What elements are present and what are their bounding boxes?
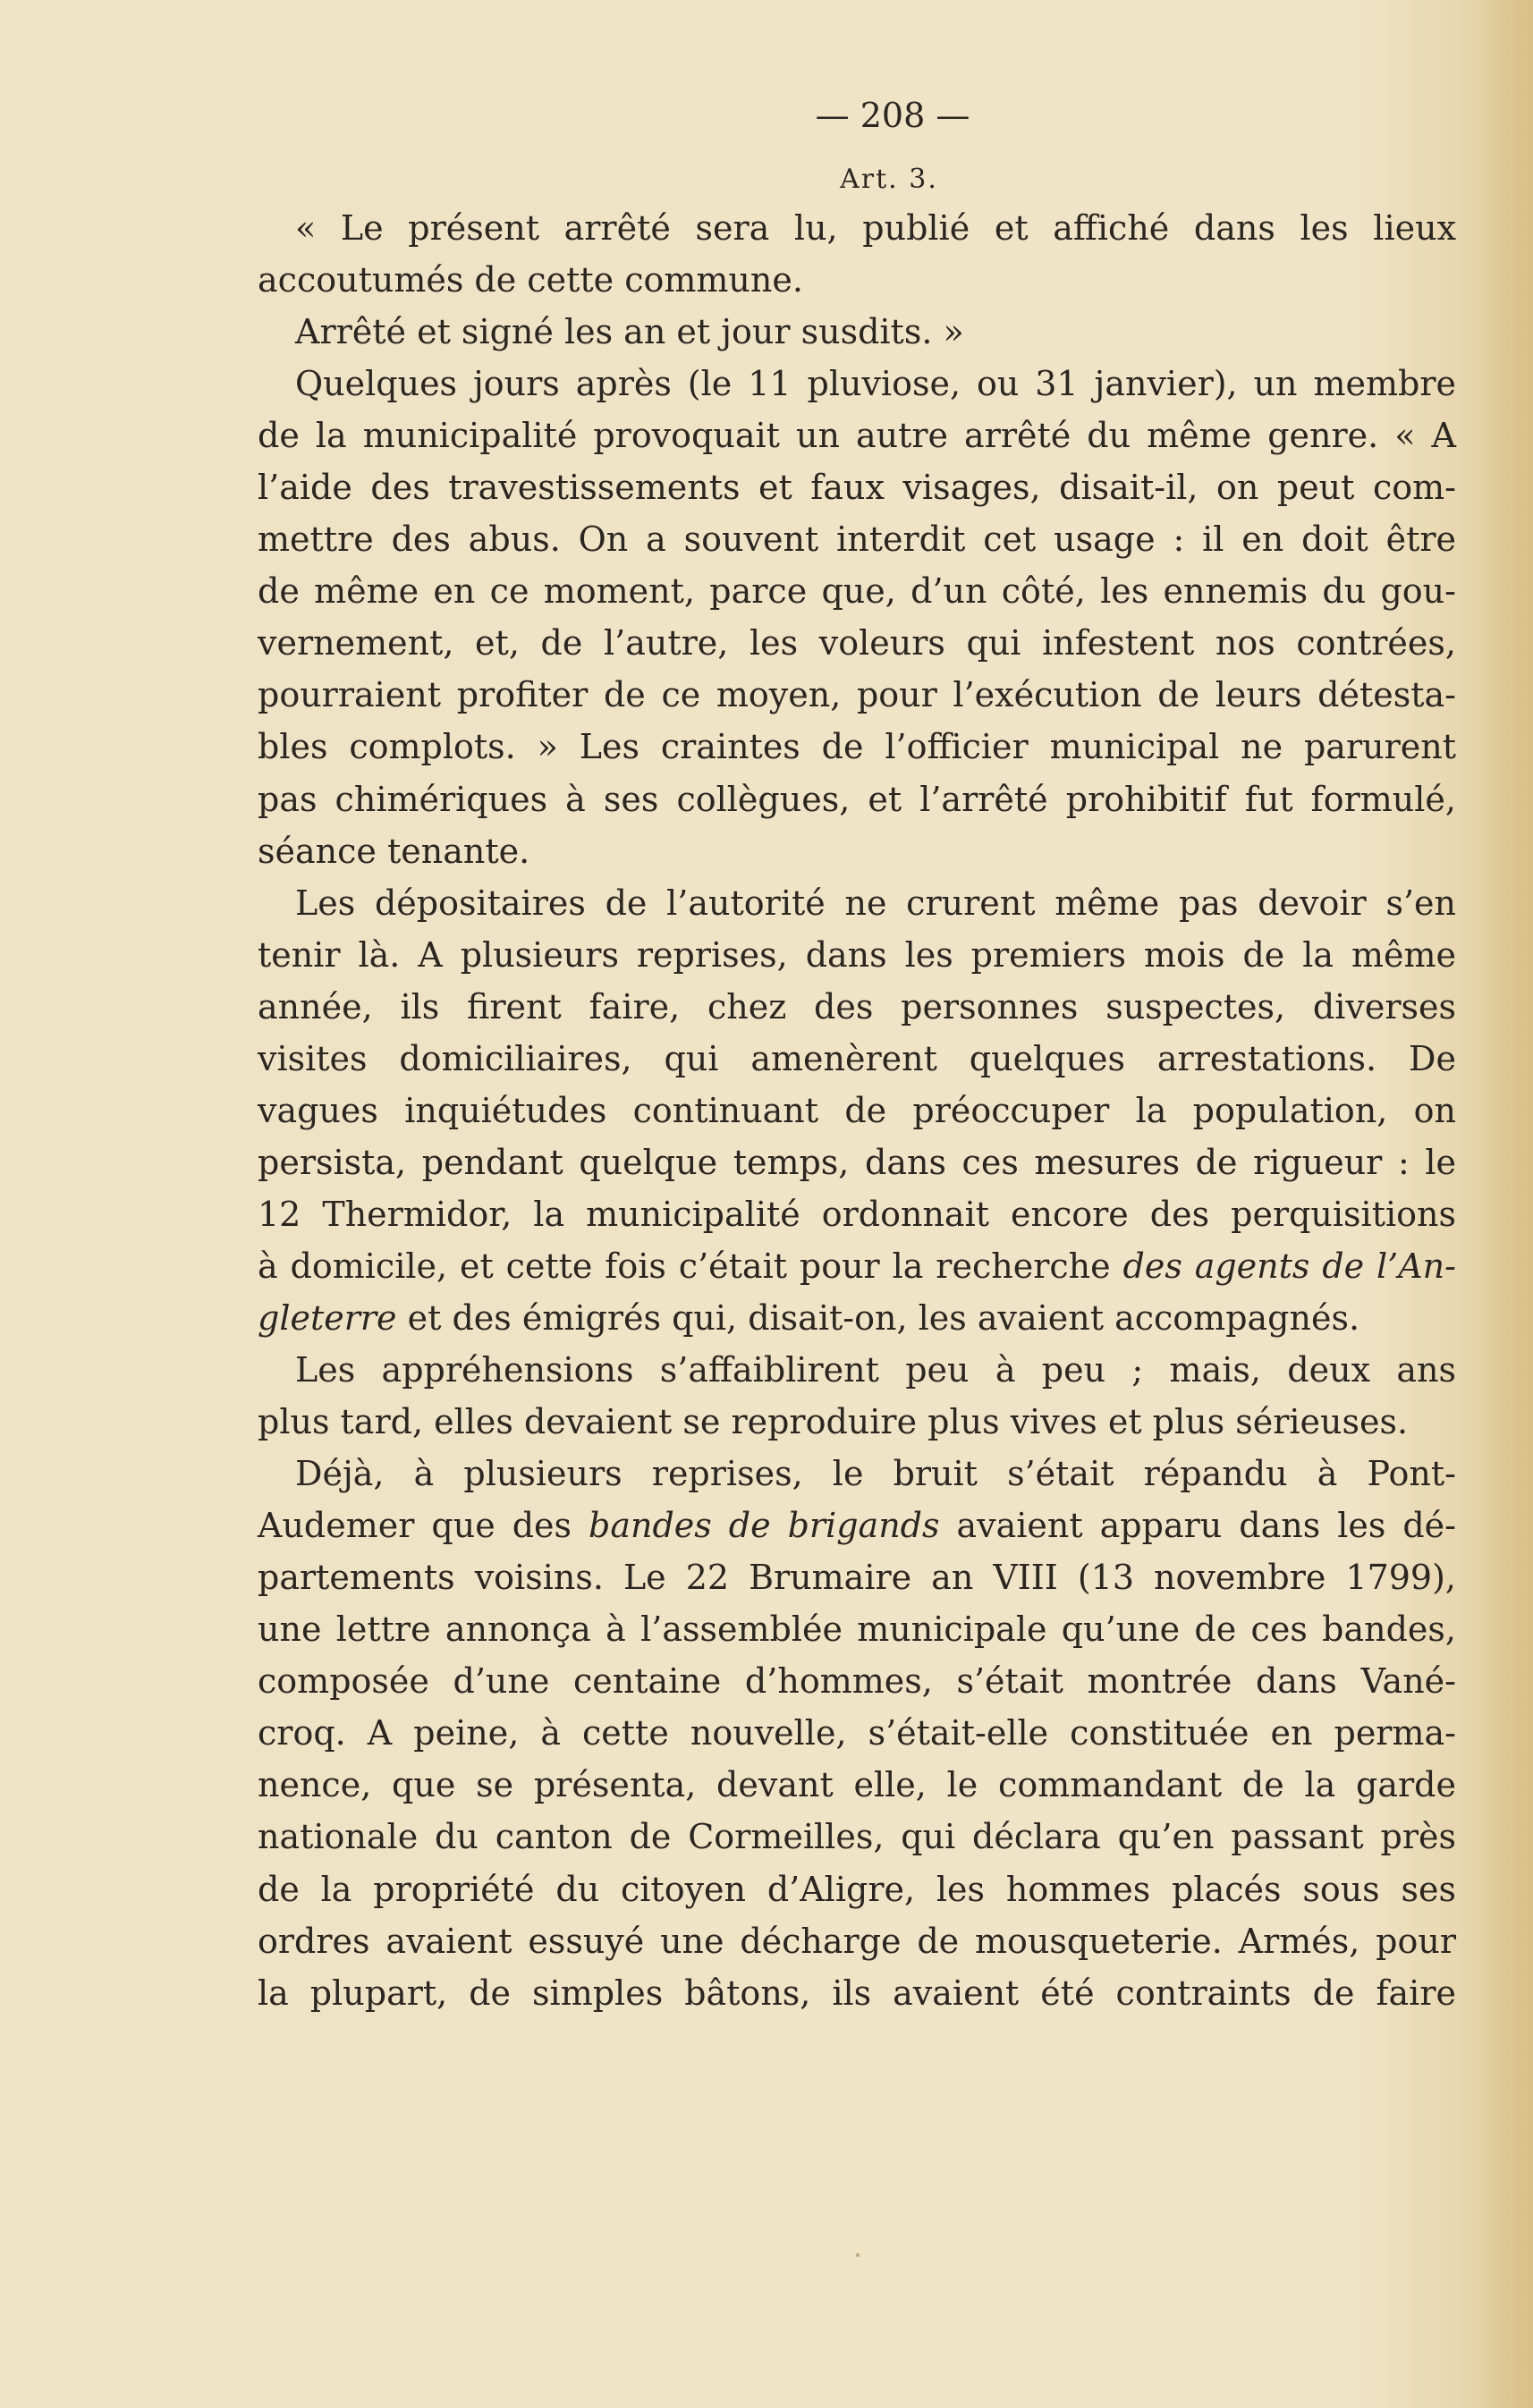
text-segment: vagues inquiétudes continuant de préoccuper la population, on xyxy=(258,1090,1456,1130)
text-line xyxy=(258,358,1456,410)
text-line xyxy=(258,410,1456,461)
text-segment: partements voisins. Le 22 Brumaire an VIII (13 novembre 1799), xyxy=(258,1558,1456,1598)
text-line xyxy=(258,202,1456,254)
text-segment: Les dépositaires de l’autorité ne crurent même pas devoir s’en xyxy=(295,883,1456,923)
text-line xyxy=(258,1759,1456,1811)
text-segment: visites domiciliaires, qui amenèrent quelques arrestations. De xyxy=(258,1038,1456,1078)
text-segment: séance tenante. xyxy=(258,831,530,871)
page-text-block xyxy=(258,88,1456,2019)
text-line xyxy=(258,461,1456,513)
text-line xyxy=(258,1603,1456,1655)
text-segment: plus tard, elles devaient se reproduire plus vives et plus sérieuses. xyxy=(258,1402,1409,1442)
text-segment: une lettre annonça à l’assemblée municipale qu’une de ces bandes, xyxy=(258,1610,1456,1650)
text-line xyxy=(258,513,1456,565)
text-line xyxy=(258,1707,1456,1759)
text-line xyxy=(258,669,1456,721)
text-line xyxy=(258,1033,1456,1085)
article-heading xyxy=(322,150,1456,202)
text-segment: croq. A peine, à cette nouvelle, s’était-elle constituée en perma- xyxy=(258,1713,1456,1753)
text-segment: Les appréhensions s’affaiblirent peu à peu ; mais, deux ans xyxy=(295,1350,1456,1390)
text-line xyxy=(258,929,1456,981)
text-segment: à domicile, et cette fois c’était pour la recherche xyxy=(258,1246,1123,1286)
text-line xyxy=(258,773,1456,825)
text-segment: nationale du canton de Cormeilles, qui déclara qu’en passant près xyxy=(258,1817,1456,1857)
text-line xyxy=(258,1396,1456,1448)
text-line xyxy=(258,1344,1456,1396)
text-line xyxy=(258,825,1456,877)
text-segment: accoutumés de cette commune. xyxy=(258,260,803,300)
text-segment: nence, que se présenta, devant elle, le commandant de la garde xyxy=(258,1765,1456,1805)
text-segment: persista, pendant quelque temps, dans ces mesures de rigueur : le xyxy=(258,1142,1456,1182)
text-segment: ordres avaient essuyé une décharge de mousqueterie. Armés, pour xyxy=(258,1921,1456,1961)
text-segment: mettre des abus. On a souvent interdit cet usage : il en doit être xyxy=(258,520,1456,560)
paper-speck xyxy=(856,2253,860,2257)
text-segment: Arrêté et signé les an et jour susdits. » xyxy=(295,312,964,352)
text-segment: de la municipalité provoquait un autre arrêté du même genre. « A xyxy=(258,416,1456,456)
body-text xyxy=(258,202,1456,2019)
text-line xyxy=(258,1500,1456,1551)
text-line xyxy=(258,877,1456,929)
text-segment: avaient apparu dans les dé- xyxy=(939,1506,1456,1546)
text-line xyxy=(258,1967,1456,2019)
text-line xyxy=(258,617,1456,669)
text-segment: « Le présent arrêté sera lu, publié et affiché dans les lieux xyxy=(295,208,1456,248)
text-segment: et des émigrés qui, disait-on, les avaient accompagnés. xyxy=(396,1297,1360,1338)
text-segment: l’aide des travestissements et faux visages, disait-il, on peut com- xyxy=(258,468,1456,508)
text-line xyxy=(258,1863,1456,1915)
page-number: — 208 — xyxy=(815,96,970,135)
text-segment: Audemer que des xyxy=(258,1506,589,1546)
text-line xyxy=(258,721,1456,773)
text-line xyxy=(258,981,1456,1033)
text-line xyxy=(258,1915,1456,1967)
text-segment: pourraient profiter de ce moyen, pour l’exécution de leurs détesta- xyxy=(258,675,1456,715)
text-line xyxy=(258,1136,1456,1188)
text-line xyxy=(258,1240,1456,1292)
italic-text-segment: des agents de l’An- xyxy=(1122,1246,1456,1286)
text-segment: année, ils firent faire, chez des personnes suspectes, diverses xyxy=(258,986,1456,1027)
text-line xyxy=(258,254,1456,306)
text-segment: de même en ce moment, parce que, d’un côté, les ennemis du gou- xyxy=(258,571,1456,612)
text-segment: pas chimériques à ses collègues, et l’arrêté prohibitif fut formulé, xyxy=(258,779,1456,819)
article-heading-text: Art. 3. xyxy=(840,164,938,195)
text-segment: composée d’une centaine d’hommes, s’était montrée dans Vané- xyxy=(258,1661,1456,1702)
text-segment: la plupart, de simples bâtons, ils avaient été contraints de faire xyxy=(258,1973,1456,2013)
text-line xyxy=(258,1085,1456,1136)
text-segment: tenir là. A plusieurs reprises, dans les premiers mois de la même xyxy=(258,934,1456,975)
italic-text-segment: gleterre xyxy=(258,1297,397,1338)
text-segment: de la propriété du citoyen d’Aligre, les hommes placés sous ses xyxy=(258,1869,1456,1909)
text-line xyxy=(258,1811,1456,1863)
text-segment: bles complots. » Les craintes de l’officier municipal ne parurent xyxy=(258,727,1456,767)
text-line xyxy=(258,1448,1456,1500)
text-segment: vernement, et, de l’autre, les voleurs qui infestent nos contrées, xyxy=(258,623,1456,663)
text-line xyxy=(258,306,1456,358)
text-line xyxy=(258,1292,1456,1344)
text-line xyxy=(258,1188,1456,1240)
italic-text-segment: bandes de brigands xyxy=(589,1506,940,1546)
text-segment: 12 Thermidor, la municipalité ordonnait encore des perquisitions xyxy=(258,1194,1456,1234)
text-line xyxy=(258,565,1456,617)
text-line xyxy=(258,1551,1456,1603)
page-edge-shadow xyxy=(1479,0,1533,2408)
text-segment: Quelques jours après (le 11 pluviose, ou 31 janvier), un membre xyxy=(295,364,1456,404)
text-segment: Déjà, à plusieurs reprises, le bruit s’était répandu à Pont- xyxy=(295,1454,1456,1494)
text-line xyxy=(258,1655,1456,1707)
